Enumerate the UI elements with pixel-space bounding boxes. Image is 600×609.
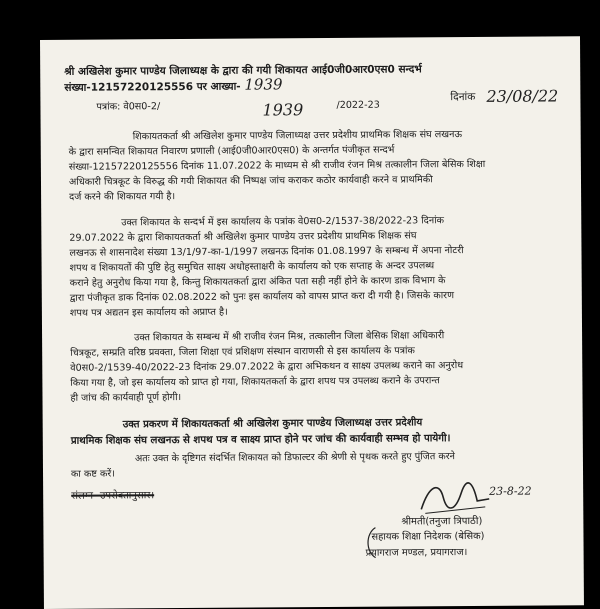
document-page <box>40 36 584 609</box>
para1-line3: संख्या-12157220125556 दिनांक 11.07.2022 के माध्यम से श्री राजीव रंजन मिश्र तत्कालीन जिला बेसिक शिक्षा <box>68 158 486 173</box>
enclosure-note: संलग्न- उपरोक्तानुसार। <box>71 490 155 502</box>
handwritten-number-bottom: 1939 <box>262 100 304 120</box>
para2-line4: शपथ व शिकायतों की पुष्टि हेतु समुचित साक्ष्य अधोहस्ताक्षरी के कार्यालय को एक सप्ताह के अन्दर उपलब्ध <box>69 260 435 274</box>
para1-line1: शिकायतकर्ता श्री अखिलेश कुमार पाण्डेय जिलाध्यक्ष उत्तर प्रदेशीय प्राथमिक शिक्षक संघ लखनऊ <box>132 129 463 143</box>
reference-suffix: /2022-23 <box>336 99 380 111</box>
para2-line2: 29.07.2022 के द्वारा शिकायतकर्ता श्री अखिलेश कुमार पाण्डेय उत्तर प्रदेशीय प्राथमिक शिक्षक संघ <box>69 230 417 244</box>
para3-line5: ही जांच की कार्यवाही पूर्ण होगी। <box>70 392 182 404</box>
para2-line7: शपथ पत्र अद्यतन इस कार्यालय को अप्राप्त है। <box>69 306 228 319</box>
para3-line2: चित्रकूट, सम्प्रति वरिष्ठ प्रवक्ता, जिला शिक्षा एवं प्रशिक्षण संस्थान वाराणसी से इस कार्यालय के पत्रांक <box>70 345 415 359</box>
para1-line4: अधिकारी चित्रकूट के विरुद्ध की गयी शिकायत की निष्पक्ष जांच कराकर कठोर कार्यवाही करने व प्राथमिकी <box>68 174 433 188</box>
para4-line1: उक्त प्रकरण में शिकायतकर्ता श्री अखिलेश कुमार पाण्डेय जिलाध्यक्ष उत्तर प्रदेशीय <box>122 417 423 431</box>
para1-line2: के द्वारा समन्वित शिकायत निवारण प्रणाली (आई0जी0आर0एस0) के अन्तर्गत पंजीकृत सन्दर्भ <box>68 144 395 158</box>
signatory-designation: सहायक शिक्षा निदेशक (बेसिक) <box>371 530 485 543</box>
handwritten-number-top: 1939 <box>244 75 283 94</box>
para5-line2: का कष्ट करें। <box>70 468 115 480</box>
para3-line4: किया गया है, जो इस कार्यालय को प्राप्त हो गया, शिकायतकर्ता के द्वारा शपथ पत्र उपलब्ध कराने के उपरान्त <box>70 375 440 389</box>
para5-line1: अतः उक्त के दृष्टिगत संदर्भित शिकायत को डिफाल्टर की श्रेणी से पृथक करते हुए पुंजित करने <box>134 451 455 465</box>
signature-scribble <box>415 477 495 518</box>
para3-line3: वे0स0-2/1539-40/2022-23 दिनांक 29.07.2022 के द्वारा अभिकथन व साक्ष्य उपलब्ध कराने का अनुरोध <box>70 360 464 374</box>
para2-line3: लखनऊ से शासनादेश संख्या 13/1/97-का-1/1997 लखनऊ दिनांक 01.08.1997 के सम्बन्ध में अपना नोटरी <box>69 245 464 259</box>
signatory-name: श्रीमती(तनुजा त्रिपाठी) <box>401 515 483 528</box>
handwritten-date: 23/08/22 <box>486 86 559 106</box>
subject-line-1: श्री अखिलेश कुमार पाण्डेय जिलाध्यक्ष के द्वारा की गयी शिकायत आई0जी0आर0एस0 सन्दर्भ <box>64 63 422 78</box>
signature-date: 23-8-22 <box>489 484 532 498</box>
signatory-office: प्रयागराज मण्डल, प्रयागराज। <box>365 547 468 559</box>
subject-line-2: संख्या-12157220125556 पर आख्या- <box>64 80 241 94</box>
para2-line6: द्वारा पंजीकृत डाक दिनांक 02.08.2022 को पुनः इस कार्यालय को वापस प्राप्त करा दी गयी है। जिसके कारण <box>69 290 455 304</box>
reference-prefix: पत्रांक: वे0स0-2/ <box>96 101 161 113</box>
para3-line1: उक्त शिकायत के सम्बन्ध में श्री राजीव रंजन मिश्र, तत्कालीन जिला बेसिक शिक्षा अधिकारी <box>134 330 445 344</box>
date-label: दिनांक <box>450 90 476 104</box>
para4-line2: प्राथमिक शिक्षक संघ लखनऊ से शपथ पत्र व साक्ष्य प्राप्त होने पर जांच की कार्यवाही सम्भव हो पायेगी। <box>70 433 451 447</box>
para2-line1: उक्त शिकायत के सन्दर्भ में इस कार्यालय के पत्रांक वे0स0-2/1537-38/2022-23 दिनांक <box>121 215 445 229</box>
para1-line5: दर्ज करने की शिकायत गयी है। <box>69 191 176 203</box>
para2-line5: कराने हेतु अनुरोध किया गया है, किन्तु शिकायतकर्ता द्वारा अंकित पता सही नहीं होने के कारण डाक विभाग के <box>69 275 446 289</box>
